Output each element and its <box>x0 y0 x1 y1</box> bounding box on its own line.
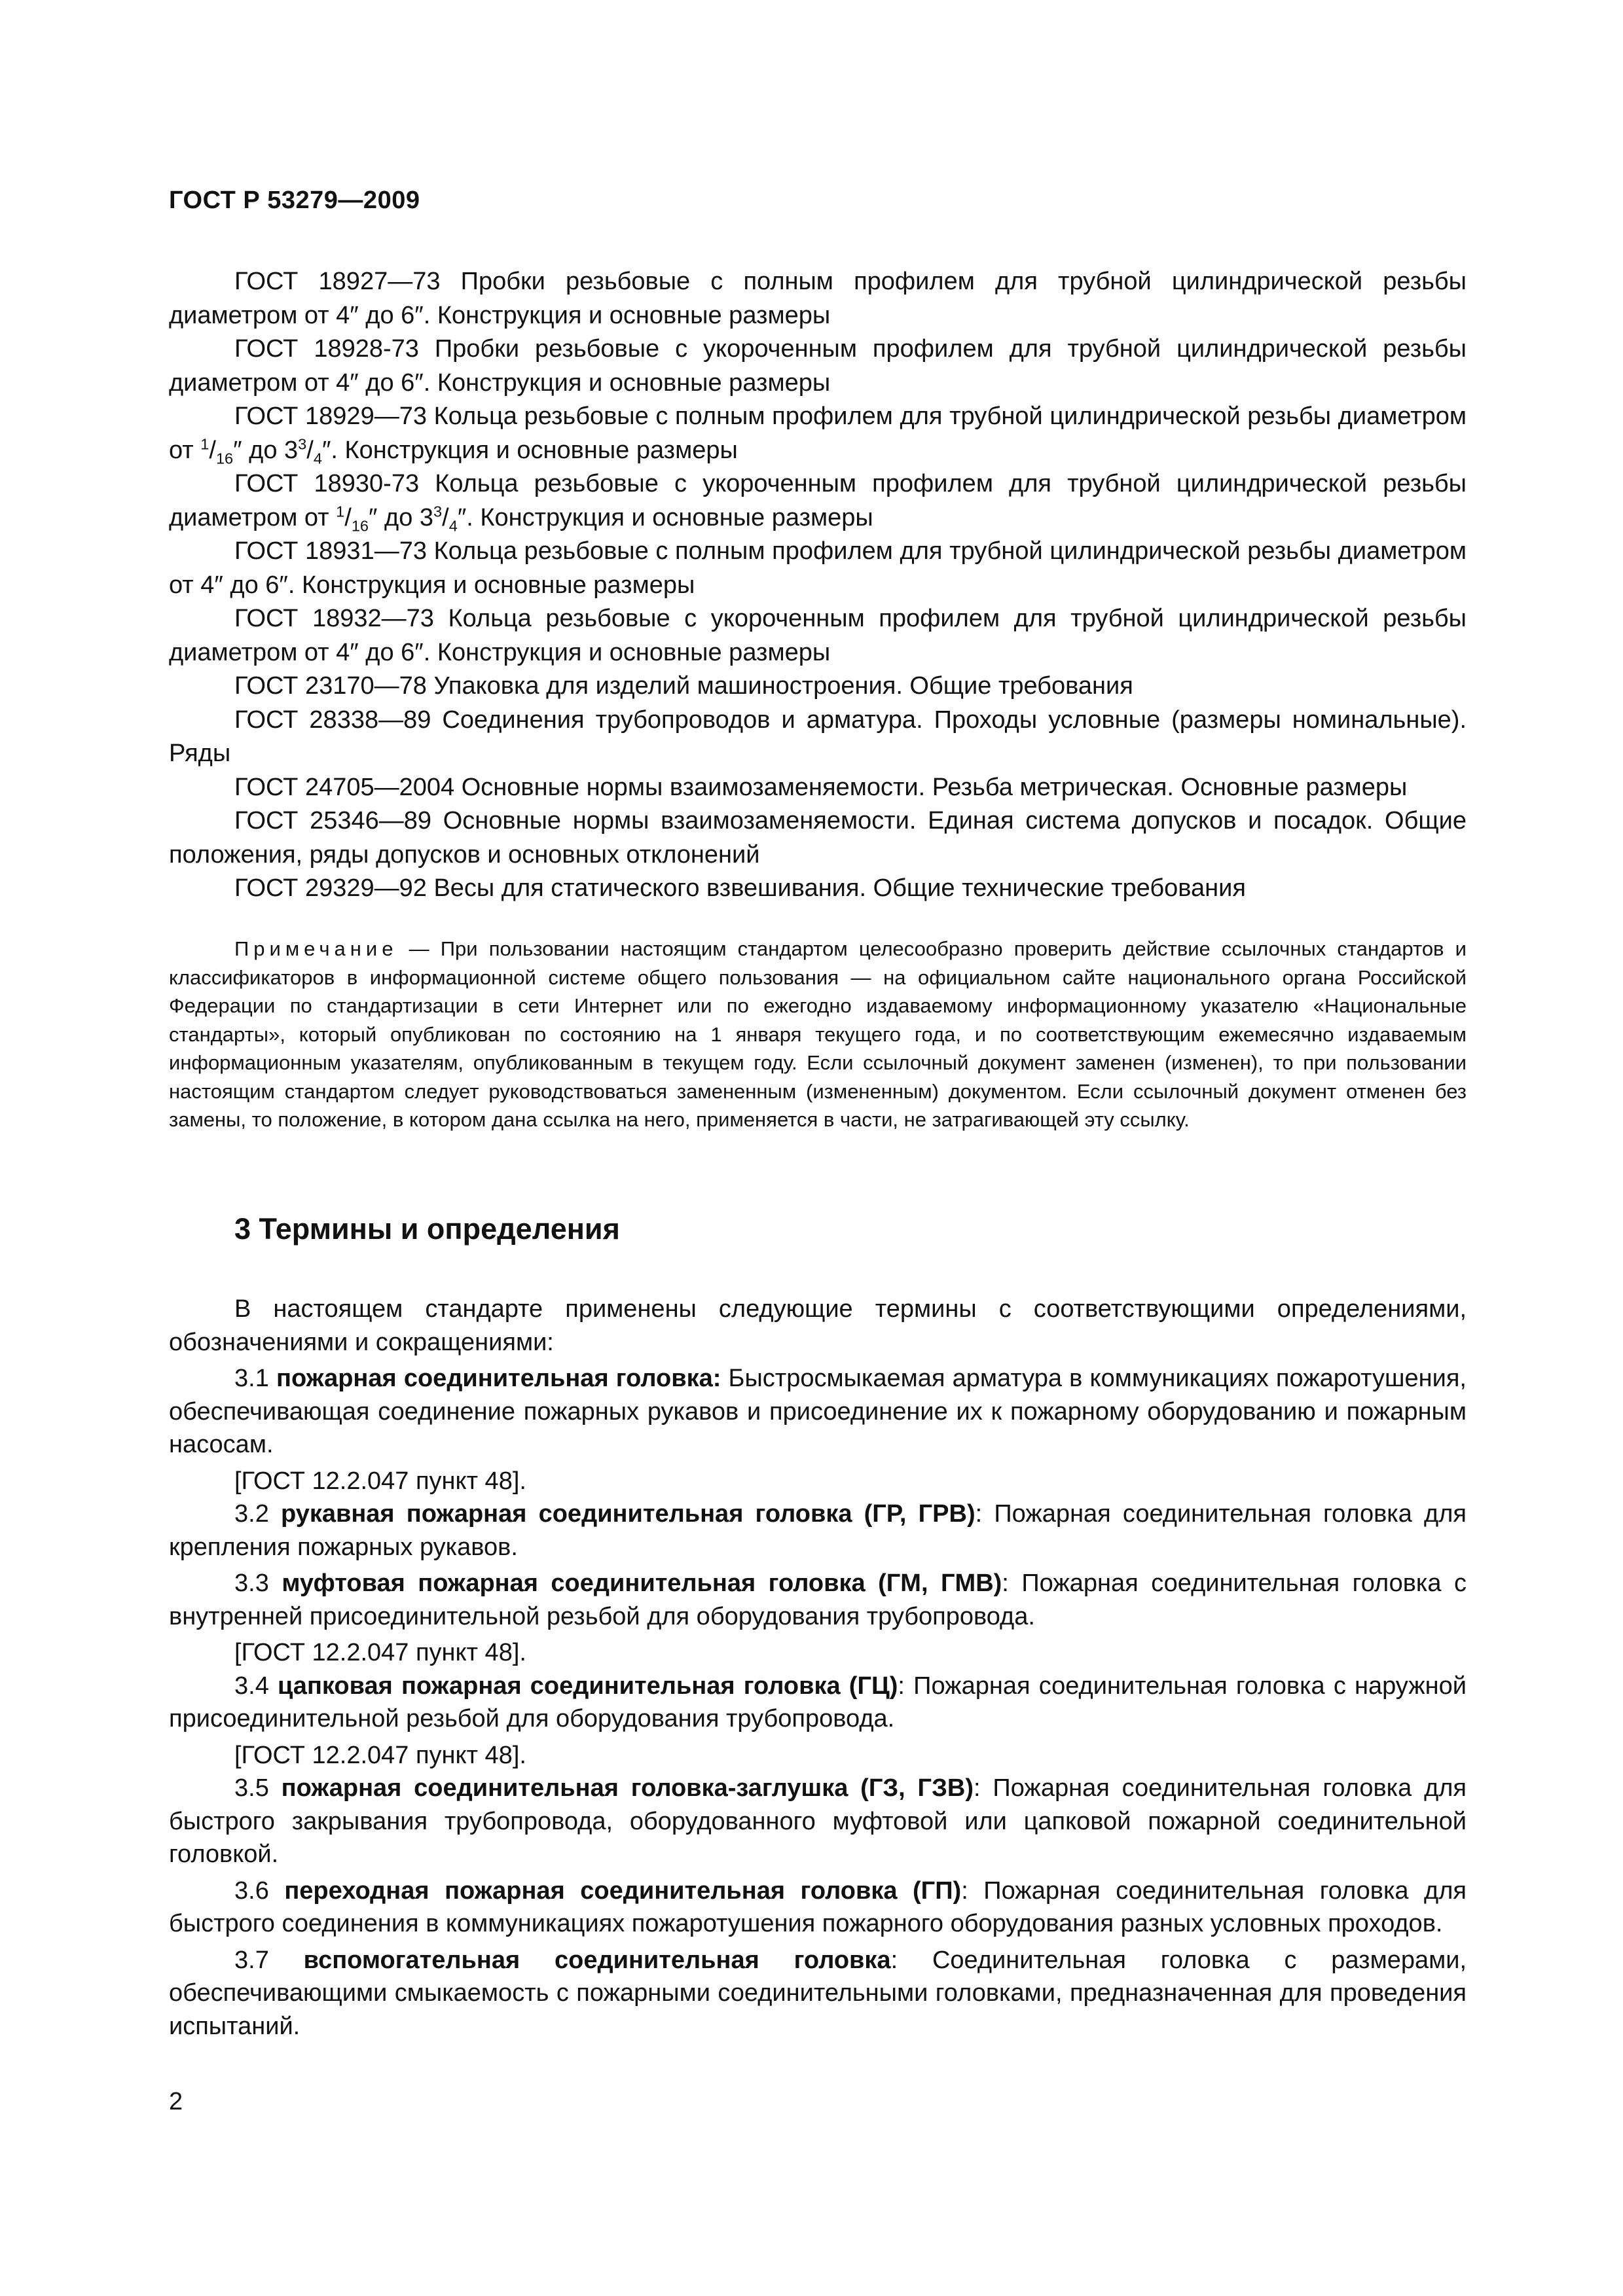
term-source: [ГОСТ 12.2.047 пункт 48]. <box>234 1639 526 1666</box>
reference-text: ГОСТ 25346—89 Основные нормы взаимозаменяемости. Единая система допусков и посадок. Общие положения, ряды допусков и основных отклонений <box>169 807 1467 869</box>
term-item <box>169 1772 1467 1871</box>
fraction-numerator: 3 <box>433 502 443 520</box>
reference-item <box>169 704 1467 771</box>
term-name: цапковая пожарная соединительная головка (ГЦ) <box>277 1672 898 1700</box>
fraction-numerator: 1 <box>336 502 345 520</box>
section-title: 3 Термины и определения <box>234 1212 620 1246</box>
term-name: вспомогательная соединительная головка <box>303 1946 891 1974</box>
reference-text: ″. Конструкция и основные размеры <box>457 503 873 531</box>
term-number: 3.6 <box>234 1876 285 1905</box>
term-definition: : Пожарная соединительная головка для быстрого соединения в коммуникациях пожаротушения пожарного оборудования разных условных проходов. <box>169 1876 1467 1937</box>
term-item <box>169 1498 1467 1564</box>
term-source: [ГОСТ 12.2.047 пункт 48]. <box>234 1741 526 1769</box>
term-name: пожарная соединительная головка-заглушка (ГЗ, ГЗВ) <box>281 1774 974 1802</box>
reference-text: ГОСТ 24705—2004 Основные нормы взаимозаменяемости. Резьба метрическая. Основные размеры <box>234 773 1408 801</box>
reference-item <box>169 602 1467 670</box>
note-block <box>169 935 1467 1134</box>
normative-references-list <box>169 265 1467 906</box>
reference-item <box>169 332 1467 400</box>
fraction-denominator: 4 <box>313 450 322 467</box>
reference-item <box>169 804 1467 872</box>
term-definition: : Пожарная соединительная головка с наружной присоединительной резьбой для оборудования трубопровода. <box>169 1672 1467 1732</box>
term-name: пожарная соединительная головка: <box>276 1365 721 1392</box>
term-item <box>169 1567 1467 1633</box>
term-number: 3.4 <box>234 1672 278 1700</box>
note-text: — При пользовании настоящим стандартом целесообразно проверить действие ссылочных стандартов и классификаторов в информационной системе общего пользования — на официальном сайте национального органа Российской Федерации по стандартизации в сети Интернет или по ежегодно издаваемому информационному указателю «Национальные стандарты», который опубликован по состоянию на 1 января текущего года, и по соответствующим ежемесячно издаваемым информационным указателям, опубликованным в текущем году. Если ссылочный документ заменен (изменен), то при пользовании настоящим стандартом следует руководствоваться замененным (измененным) документом. Если ссылочный документ отменен без замены, то положение, в котором дана ссылка на него, применяется в части, не затрагивающей эту ссылку. <box>169 937 1467 1131</box>
term-number: 3.3 <box>234 1570 282 1597</box>
reference-text: ГОСТ 18929—73 Кольца резьбовые с полным профилем для трубной цилиндрической резьбы диаметром от <box>169 403 1467 464</box>
document-header-code: ГОСТ Р 53279—2009 <box>169 187 420 214</box>
reference-text: ГОСТ 18927—73 Пробки резьбовые с полным профилем для трубной цилиндрической резьбы диаметром от 4″ до 6″. Конструкция и основные размеры <box>169 268 1467 329</box>
term-name: рукавная пожарная соединительная головка (ГР, ГРВ) <box>280 1500 976 1528</box>
fraction-numerator: 3 <box>298 435 307 452</box>
reference-text: ″ до 3 <box>233 436 299 464</box>
fraction-denominator: 4 <box>448 517 458 535</box>
reference-item <box>169 265 1467 332</box>
term-name: переходная пожарная соединительная головка (ГП) <box>284 1876 962 1905</box>
reference-text: ГОСТ 18928-73 Пробки резьбовые с укороченным профилем для трубной цилиндрической резьбы диаметром от 4″ до 6″. Конструкция и основные размеры <box>169 335 1467 397</box>
term-item <box>169 1362 1467 1462</box>
reference-item <box>169 535 1467 602</box>
term-number: 3.5 <box>234 1774 282 1802</box>
fraction-numerator: 1 <box>200 435 210 452</box>
term-definition: Быстросмыкаемая арматура в коммуникациях пожаротушения, обеспечивающая соединение пожарных рукавов и присоединение их к пожарному оборудованию и пожарным насосам. <box>169 1365 1467 1458</box>
fraction-denominator: 16 <box>351 517 369 535</box>
page-number: 2 <box>169 2088 183 2115</box>
note-label: Примечание <box>234 937 398 960</box>
term-definition: : Пожарная соединительная головка для быстрого закрывания трубопровода, оборудованного муфтовой или цапковой пожарной соединительной головкой. <box>169 1774 1467 1868</box>
reference-item <box>169 670 1467 704</box>
note-paragraph <box>169 935 1467 1134</box>
reference-item <box>169 872 1467 906</box>
reference-text: ″. Конструкция и основные размеры <box>321 436 738 464</box>
term-number: 3.1 <box>234 1365 276 1392</box>
reference-item: ГОСТ 18930-73 Кольца резьбовые с укороченным профилем для трубной цилиндрической резьбы диаметром от $^1/_{16}''$ до $3^3/_4''$. Конструкция и основные размеры <box>169 470 1467 535</box>
term-number: 3.2 <box>234 1500 281 1528</box>
term-number: 3.7 <box>234 1946 304 1974</box>
reference-item: ГОСТ 18929—73 Кольца резьбовые с полным профилем для трубной цилиндрической резьбы диаметром от $^1/_{16}''$ до $3^3/_4''$. Конструкция и основные размеры <box>169 403 1467 467</box>
reference-item <box>169 771 1467 805</box>
reference-text: ГОСТ 18932—73 Кольца резьбовые с укороченным профилем для трубной цилиндрической резьбы диаметром от 4″ до 6″. Конструкция и основные размеры <box>169 605 1467 666</box>
term-item <box>169 1874 1467 1941</box>
reference-text: ГОСТ 18931—73 Кольца резьбовые с полным профилем для трубной цилиндрической резьбы диаметром от 4″ до 6″. Конструкция и основные размеры <box>169 537 1467 599</box>
term-definition: : Пожарная соединительная головка с внутренней присоединительной резьбой для оборудования трубопровода. <box>169 1570 1467 1630</box>
reference-text: ГОСТ 29329—92 Весы для статического взвешивания. Общие технические требования <box>234 874 1246 902</box>
term-definition: : Пожарная соединительная головка для крепления пожарных рукавов. <box>169 1500 1467 1561</box>
reference-text: ГОСТ 18930-73 Кольца резьбовые с укороченным профилем для трубной цилиндрической резьбы диаметром от <box>169 470 1467 531</box>
fraction-denominator: 16 <box>215 450 234 467</box>
term-item <box>169 1670 1467 1736</box>
terms-intro: В настоящем стандарте применены следующие термины с соответствующими определениями, обозначениями и сокращениями: <box>169 1295 1467 1356</box>
terms-list <box>169 1293 1467 2046</box>
term-name: муфтовая пожарная соединительная головка (ГМ, ГМВ) <box>282 1570 1002 1597</box>
term-source: [ГОСТ 12.2.047 пункт 48]. <box>234 1467 526 1495</box>
term-definition: : Соединительная головка с размерами, обеспечивающими смыкаемость с пожарными соединительными головками, предназначенная для проведения испытаний. <box>169 1946 1467 2040</box>
reference-text: ″ до 3 <box>369 503 434 531</box>
reference-text: ГОСТ 23170—78 Упаковка для изделий машиностроения. Общие требования <box>234 672 1133 700</box>
term-item <box>169 1944 1467 2043</box>
reference-text: ГОСТ 28338—89 Соединения трубопроводов и арматура. Проходы условные (размеры номинальные). Ряды <box>169 706 1467 767</box>
